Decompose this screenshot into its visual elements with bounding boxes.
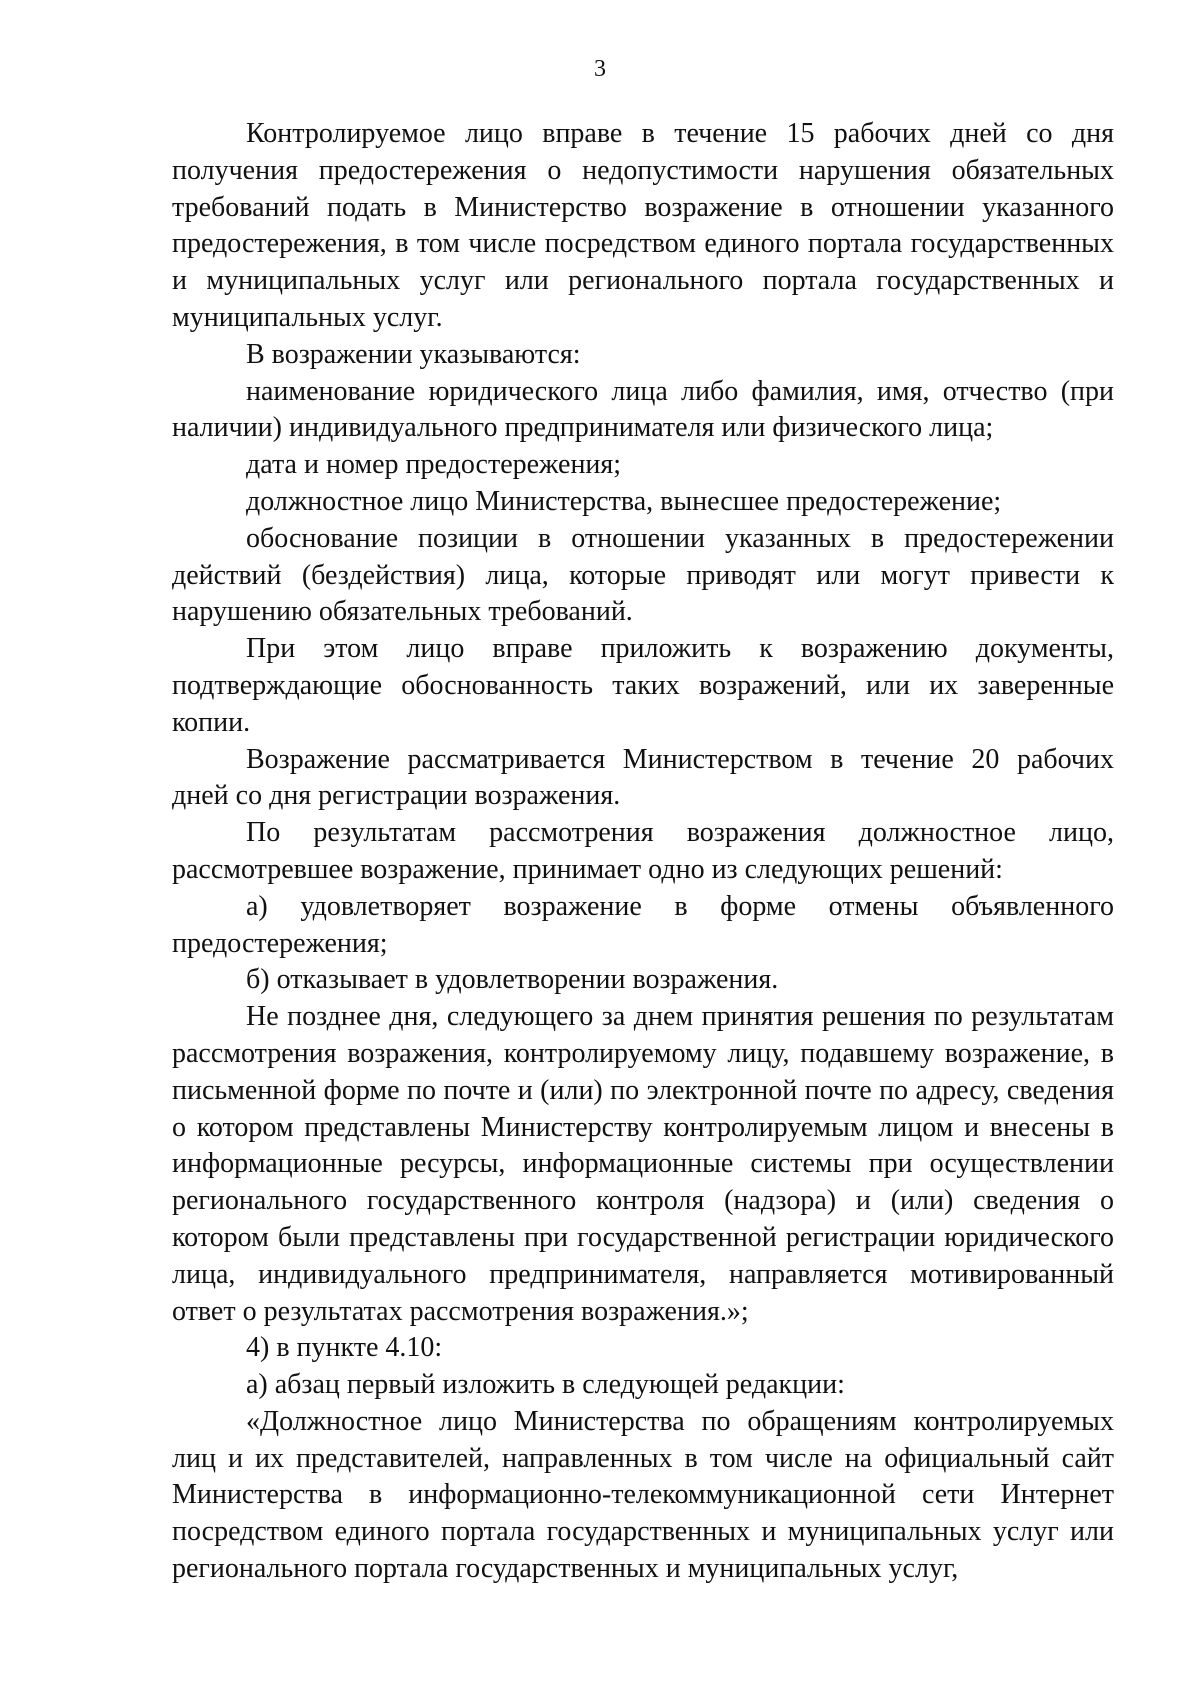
paragraph-decision-a: а) удовлетворяет возражение в форме отмены объявленного предостережения; bbox=[172, 890, 1114, 959]
paragraph-entity-name: наименование юридического лица либо фамилия, имя, отчество (при наличии) индивидуального предпринимателя или физического лица; bbox=[172, 375, 1114, 444]
paragraph-review-decisions: По результатам рассмотрения возражения должностное лицо, рассмотревшее возражение, принимает одно из следующих решений: bbox=[172, 817, 1114, 885]
paragraph-justification: обоснование позиции в отношении указанных в предостережении действий (бездействия) лица, которые приводят или могут привести к нарушению обязательных требований. bbox=[172, 522, 1114, 628]
paragraph-item-4: 4) в пункте 4.10: bbox=[246, 1332, 443, 1364]
document-body bbox=[172, 116, 1114, 1588]
paragraph-new-wording: «Должностное лицо Министерства по обращениям контролируемых лиц и их представителей, направленных в том числе на официальный сайт Министерства в информационно-телекоммуникационной сети Интернет посредством единого портала государственных и муниципальных услуг или регионального портала государственных и муниципальных услуг, bbox=[172, 1405, 1114, 1585]
paragraph-warning-date: дата и номер предостережения; bbox=[246, 449, 622, 481]
paragraph-objection-contents: В возражении указываются: bbox=[246, 338, 581, 370]
paragraph-objection-right: Контролируемое лицо вправе в течение 15 рабочих дней со дня получения предостережения о недопустимости нарушения обязательных требований подать в Министерство возражение в отношении указанного предостережения, в том числе посредством единого портала государственных и муниципальных услуг или регионального портала государственных и муниципальных услуг. bbox=[172, 118, 1114, 333]
paragraph-official: должностное лицо Министерства, вынесшее предостережение; bbox=[246, 485, 1002, 517]
paragraph-response: Не позднее дня, следующего за днем принятия решения по результатам рассмотрения возражения, контролируемому лицу, подавшему возражение, в письменной форме по почте и (или) по электронной почте по адресу, сведения о котором представлены Министерству контролируемым лицом и внесены в информационные ресурсы, информационные системы при осуществлении регионального государственного контроля (надзора) и (или) сведения о котором были представлены при государственной регистрации юридического лица, индивидуального предпринимателя, направляется мотивированный ответ о результатах рассмотрения возражения.»; bbox=[172, 1001, 1114, 1327]
paragraph-attach-documents: При этом лицо вправе приложить к возражению документы, подтверждающие обоснованность таких возражений, или их заверенные копии. bbox=[172, 633, 1114, 738]
paragraph-decision-b: б) отказывает в удовлетворении возражения. bbox=[246, 964, 779, 996]
paragraph-review-period: Возражение рассматривается Министерством в течение 20 рабочих дней со дня регистрации возражения. bbox=[172, 743, 1114, 812]
page-number: 3 bbox=[594, 56, 606, 82]
paragraph-item-4a: а) абзац первый изложить в следующей редакции: bbox=[246, 1369, 845, 1401]
